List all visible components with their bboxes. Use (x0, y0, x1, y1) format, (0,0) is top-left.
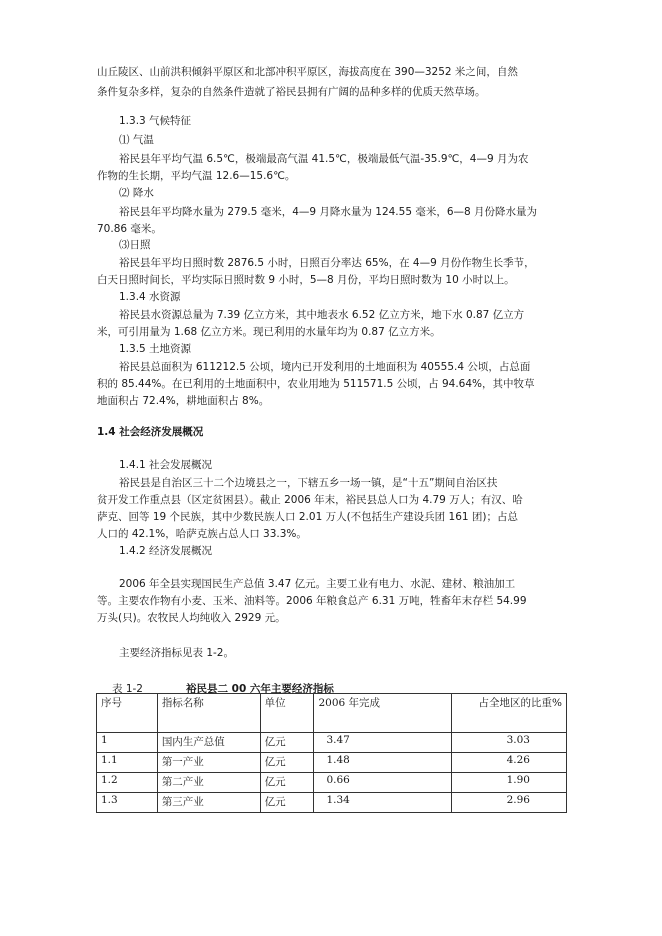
table-cell: 4.26 (452, 753, 567, 773)
table-row (97, 753, 567, 773)
economic-indicators-table (96, 693, 567, 813)
table-cell: 亿元 (260, 733, 314, 753)
subheading-temperature: ⑴ 气温 (119, 134, 154, 146)
paragraph-line: 裕民县年平均气温 6.5℃，极端最高气温 41.5℃，极端最低气温-35.9℃，4—9 月为农 (119, 153, 529, 165)
table-cell: 1.90 (452, 773, 567, 793)
table-cell: 亿元 (260, 773, 314, 793)
section-heading-1-4-1: 1.4.1 社会发展概况 (119, 459, 213, 471)
table-cell: 0.66 (314, 773, 452, 793)
table-cell: 1 (97, 733, 158, 753)
paragraph-line: 裕民县年平均降水量为 279.5 毫米，4—9 月降水量为 124.55 毫米，6—8 月份降水量为 (119, 206, 538, 218)
paragraph-line: 积的 85.44%。在已利用的土地面积中，农业用地为 511571.5 公顷，占 94.64%，其中牧草 (97, 378, 535, 390)
header-cell: 占全地区的比重% (452, 694, 567, 733)
table-cell: 第一产业 (157, 753, 260, 773)
paragraph-line: 等。主要农作物有小麦、玉米、油料等。2006 年粮食总产 6.31 万吨，牲畜年末存栏 54.99 (97, 595, 527, 607)
paragraph-line: 米，可引用量为 1.68 亿立方米。现已利用的水量年均为 0.87 亿立方米。 (97, 326, 441, 338)
section-heading-1-3-4: 1.3.4 水资源 (119, 291, 181, 303)
table-label: 表 1-2 (112, 683, 143, 695)
subheading-sunshine: ⑶日照 (119, 239, 151, 251)
paragraph-line: 2006 年全县实现国民生产总值 3.47 亿元。主要工业有电力、水泥、建材、粮油加工 (119, 578, 516, 590)
table-cell: 1.48 (314, 753, 452, 773)
table-cell: 亿元 (260, 753, 314, 773)
table-cell: 3.47 (314, 733, 452, 753)
paragraph-line: 白天日照时间长，平均实际日照时数 9 小时，5—8 月份，平均日照时数为 10 小时以上。 (97, 274, 515, 286)
table-cell: 1.2 (97, 773, 158, 793)
section-heading-1-3-3: 1.3.3 气候特征 (119, 115, 192, 127)
table-cell: 1.1 (97, 753, 158, 773)
table-cell: 2.96 (452, 793, 567, 813)
section-heading-1-4: 1.4 社会经济发展概况 (97, 426, 204, 438)
table-reference: 主要经济指标见表 1-2。 (119, 647, 234, 659)
paragraph-line: 裕民县年平均日照时数 2876.5 小时，日照百分率达 65%，在 4—9 月份作物生长季节， (119, 257, 535, 269)
header-cell: 序号 (97, 694, 158, 733)
paragraph-line: 裕民县是自治区三十二个边境县之一，下辖五乡一场一镇，是“十五”期间自治区扶 (119, 477, 498, 489)
table-cell: 1.34 (314, 793, 452, 813)
paragraph-line: 条件复杂多样，复杂的自然条件造就了裕民县拥有广阔的品种多样的优质天然草场。 (97, 86, 486, 98)
table-cell: 第三产业 (157, 793, 260, 813)
header-cell: 2006 年完成 (314, 694, 452, 733)
paragraph-line: 贫开发工作重点县（区定贫困县）。截止 2006 年末，裕民县总人口为 4.79 万人；有汉、哈 (97, 494, 523, 506)
section-heading-1-3-5: 1.3.5 土地资源 (119, 343, 192, 355)
paragraph-line: 70.86 毫米。 (97, 223, 162, 235)
paragraph-line: 人口的 42.1%，哈萨克族占总人口 33.3%。 (97, 528, 307, 540)
header-cell: 指标名称 (157, 694, 260, 733)
section-heading-1-4-2: 1.4.2 经济发展概况 (119, 545, 213, 557)
subheading-precipitation: ⑵ 降水 (119, 187, 154, 199)
paragraph-line: 萨克、回等 19 个民族，其中少数民族人口 2.01 万人(不包括生产建设兵团 161 团)；占总 (97, 511, 518, 523)
table-cell: 国内生产总值 (157, 733, 260, 753)
table-row (97, 733, 567, 753)
table-header-row (97, 694, 567, 733)
paragraph-line: 地面积占 72.4%，耕地面积占 8%。 (97, 395, 270, 407)
table-cell: 亿元 (260, 793, 314, 813)
table-row (97, 773, 567, 793)
paragraph-line: 作物的生长期，平均气温 12.6—15.6℃。 (97, 170, 296, 182)
table-title: 裕民县二 00 六年主要经济指标 (186, 683, 334, 695)
table-cell: 第二产业 (157, 773, 260, 793)
paragraph-line: 裕民县总面积为 611212.5 公顷，境内已开发利用的土地面积为 40555.4 公顷，占总面 (119, 361, 531, 373)
table-cell: 3.03 (452, 733, 567, 753)
paragraph-line: 山丘陵区、山前洪积倾斜平原区和北部冲积平原区，海拔高度在 390—3252 米之间，自然 (97, 66, 518, 78)
paragraph-line: 万头(只)。农牧民人均纯收入 2929 元。 (97, 612, 286, 624)
header-cell: 单位 (260, 694, 314, 733)
paragraph-line: 裕民县水资源总量为 7.39 亿立方米，其中地表水 6.52 亿立方米，地下水 0.87 亿立方 (119, 309, 525, 321)
table-cell: 1.3 (97, 793, 158, 813)
table-row (97, 793, 567, 813)
